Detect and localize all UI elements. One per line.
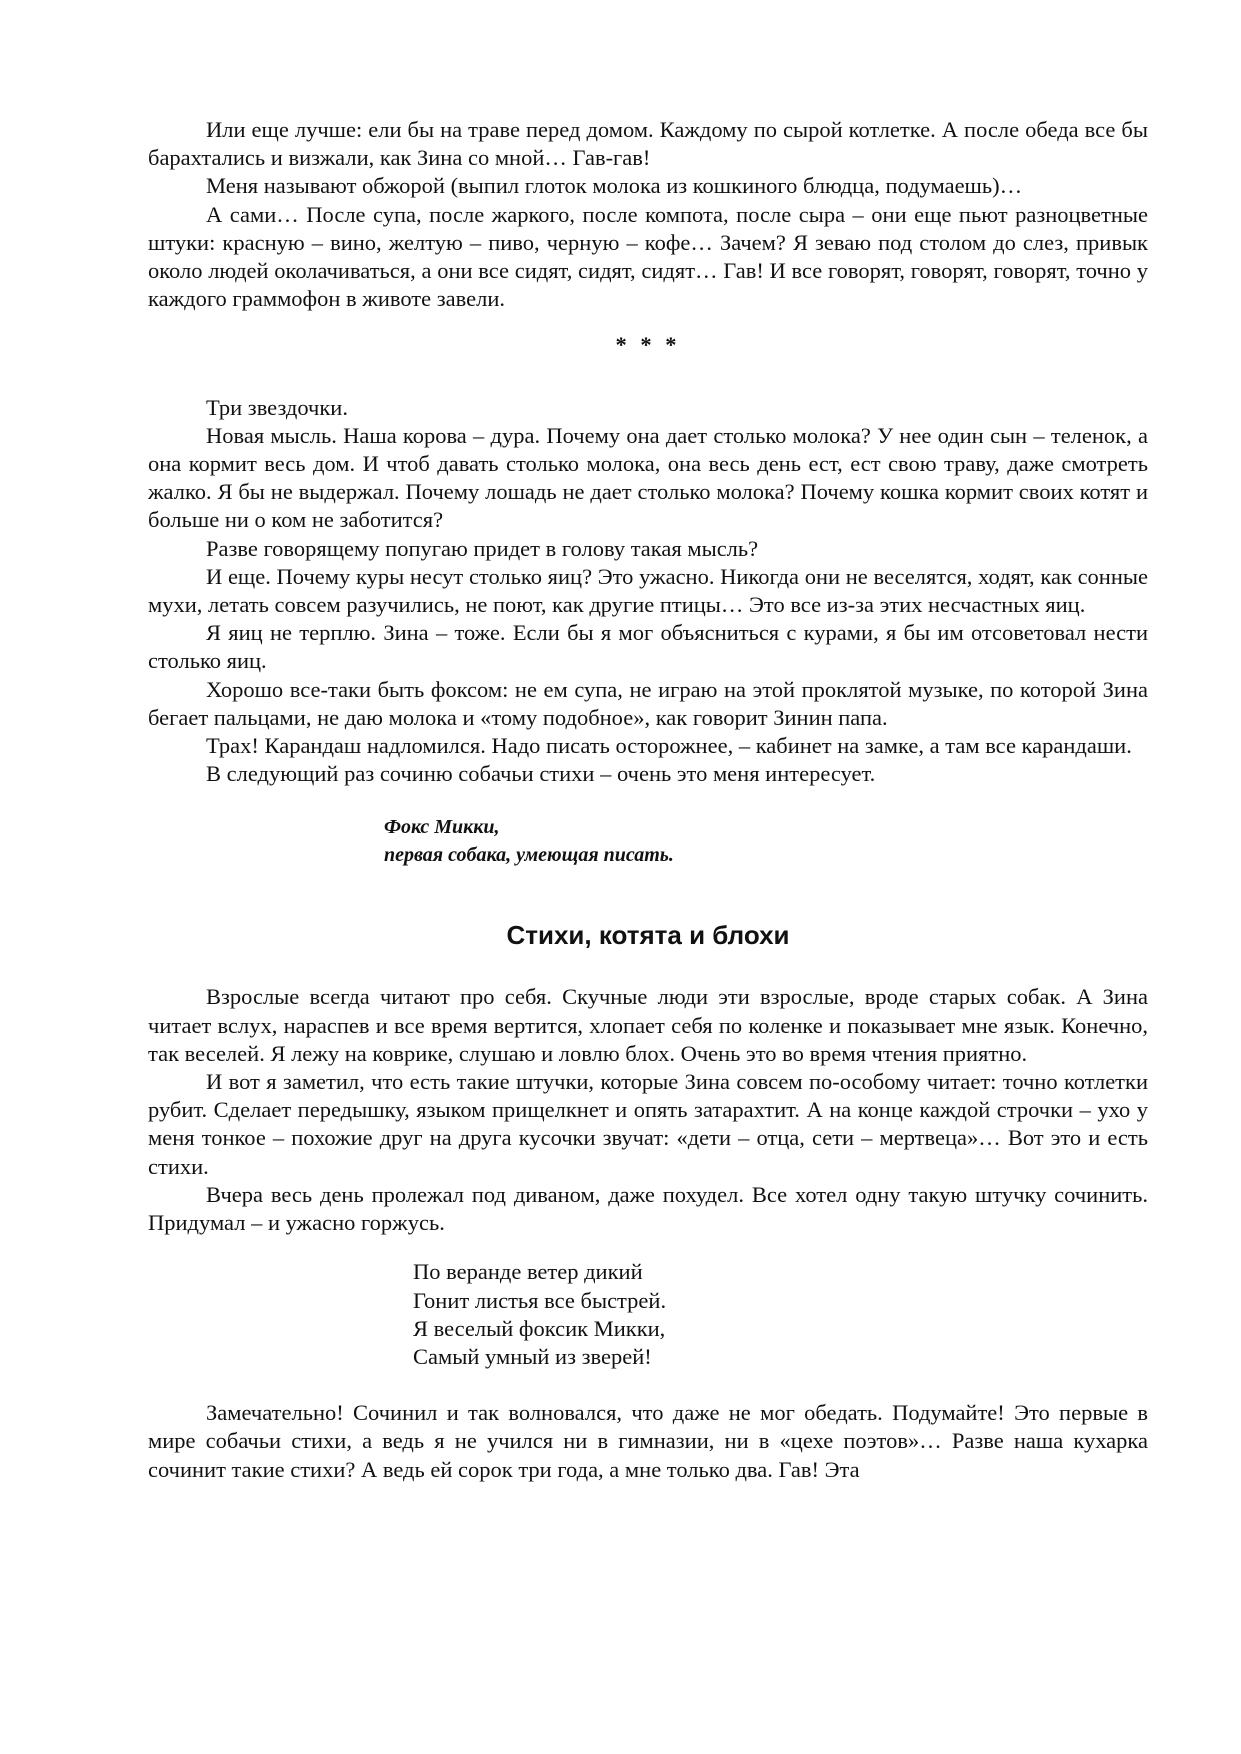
paragraph: Трах! Карандаш надломился. Надо писать осторожнее, – кабинет на замке, а там все карандаши. xyxy=(206,733,1132,759)
paragraph: Новая мысль. Наша корова – дура. Почему она дает столько молока? У нее один сын – теленок, а она кормит весь дом. И чтоб давать столько молока, она весь день ест, ест свою траву, даже смотреть жалко. Я бы не выдержал. Почему лошадь не дает столько молока? Почему кошка кормит своих котят и больше ни о ком не заботится? xyxy=(148,422,1148,533)
paragraph: В следующий раз сочиню собачьи стихи – очень это меня интересует. xyxy=(206,761,876,787)
poem-line: По веранде ветер дикий xyxy=(413,1259,643,1285)
section-separator: * * * xyxy=(615,332,681,358)
paragraph: Хорошо все-таки быть фоксом: не ем супа, не играю на этой проклятой музыке, по которой Зина бегает пальцами, не даю молока и «тому подобное», как говорит Зинин папа. xyxy=(148,676,1148,730)
paragraph: Взрослые всегда читают про себя. Скучные люди эти взрослые, вроде старых собак. А Зина читает вслух, нараспев и все время вертится, хлопает себя по коленке и показывает мне язык. Конечно, так веселей. Я лежу на коврике, слушаю и ловлю блох. Очень это во время чтения приятно. xyxy=(148,984,1148,1066)
signature-name: Фокс Микки, xyxy=(384,816,500,839)
paragraph: И еще. Почему куры несут столько яиц? Это ужасно. Никогда они не веселятся, ходят, как сонные мухи, летать совсем разучились, не поют, как другие птицы… Это все из-за этих несчастных яиц. xyxy=(148,563,1148,618)
paragraph: А сами… После супа, после жаркого, после компота, после сыра – они еще пьют разноцветные штуки: красную – вино, желтую – пиво, черную – кофе… Зачем? Я зеваю под столом до слез, привык около людей околачиваться, а они все сидят, сидят, сидят… Гав! И все говорят, говорят, говорят, точно у каждого граммофон в животе завели. xyxy=(148,201,1148,312)
paragraph: Три звездочки. xyxy=(206,394,348,420)
paragraph: Или еще лучше: ели бы на траве перед домом. Каждому по сырой котлетке. А после обеда все бы барахтались и визжали, как Зина со мной… Гав-гав! xyxy=(148,117,1148,171)
poem-line: Самый умный из зверей! xyxy=(413,1343,652,1369)
paragraph: Меня называют обжорой (выпил глоток молока из кошкиного блюдца, подумаешь)… xyxy=(206,173,1023,199)
poem-line: Гонит листья все быстрей. xyxy=(413,1287,667,1313)
page-content xyxy=(148,116,1148,1484)
signature-block xyxy=(384,813,1148,869)
paragraph: Замечательно! Сочинил и так волновался, что даже не мог обедать. Подумайте! Это первые в мире собачьи стихи, а ведь я не учился ни в гимназии, ни в «цехе поэтов»… Разве наша кухарка сочинит такие стихи? А ведь ей сорок три года, а мне только два. Гав! Эта xyxy=(148,1400,1148,1482)
paragraph: Разве говорящему попугаю придет в голову такая мысль? xyxy=(206,535,759,561)
paragraph: Я яиц не терплю. Зина – тоже. Если бы я мог объясниться с курами, я бы им отсоветовал нести столько яиц. xyxy=(148,620,1148,674)
paragraph: И вот я заметил, что есть такие штучки, которые Зина совсем по-особому читает: точно котлетки рубит. Сделает передышку, языком прищелкнет и опять затарахтит. А на конце каждой строчки – ухо у меня тонкое – похожие друг на друга кусочки звучат: «дети – отца, сети – мертвеца»… Вот это и есть стихи. xyxy=(148,1069,1148,1179)
poem-line: Я веселый фоксик Микки, xyxy=(413,1315,666,1341)
poem xyxy=(413,1258,1148,1371)
signature-title: первая собака, умеющая писать. xyxy=(384,844,674,867)
chapter-title: Стихи, котята и блохи xyxy=(506,920,790,951)
paragraph: Вчера весь день пролежал под диваном, даже похудел. Все хотел одну такую штучку сочинить. Придумал – и ужасно горжусь. xyxy=(148,1181,1148,1236)
